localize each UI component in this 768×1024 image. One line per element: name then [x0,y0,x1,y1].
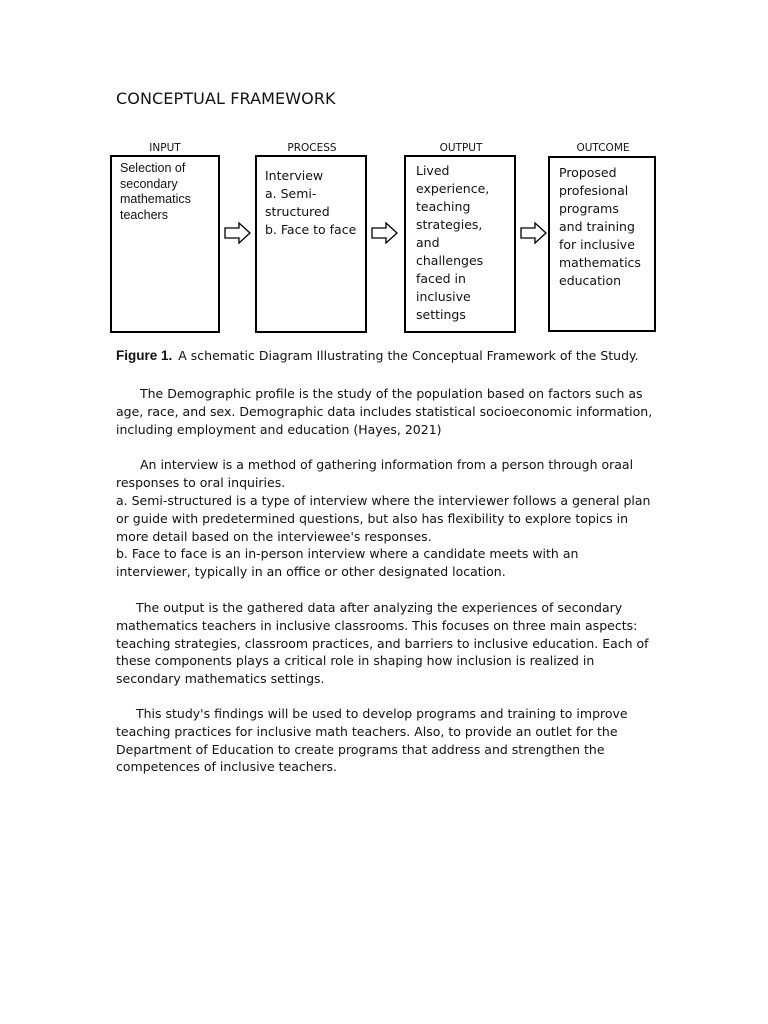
label-outcome: OUTCOME [576,142,630,154]
right-arrow-icon [371,221,399,245]
right-arrow-icon [520,221,548,245]
output-box [404,155,516,333]
process-box-text: Interview a. Semi- structured b. Face to face [265,168,357,237]
page-title: CONCEPTUAL FRAMEWORK [116,89,336,108]
paragraph-semi-structured: a. Semi-structured is a type of interview where the interviewer follows a general plan or guide with predetermined questions, but also has flexibility to explore topics in more detail based on the interviewee's responses. [116,493,651,544]
figure-label: Figure 1. [116,348,173,363]
paragraph-face-to-face: b. Face to face is an in-person interview where a candidate meets with an interviewer, typically in an office or other designated location. [116,546,579,579]
paragraph-output: The output is the gathered data after analyzing the experiences of secondary mathematics teachers in inclusive classrooms. This focuses on three main aspects: teaching strategies, classroom practices, and barriers to inclusive education. Each of these components plays a critical role in shaping how inclusion is realized in secondary mathematics settings. [116,600,649,687]
outcome-box-text: Proposed profesional programs and training for inclusive mathematics education [559,165,641,288]
input-box-text: Selection of secondary mathematics teachers [120,161,191,222]
label-process: PROCESS [287,142,337,154]
paragraph-interview-intro: An interview is a method of gathering information from a person through oraal responses to oral inquiries. [116,457,634,490]
paragraph-findings: This study's findings will be used to develop programs and training to improve teaching practices for inclusive math teachers. Also, to provide an outlet for the Department of Education to create programs that address and strengthen the competences of inclusive teachers. [116,706,628,775]
outcome-box [548,156,656,332]
figure-caption-text: A schematic Diagram Illustrating the Conceptual Framework of the Study. [178,348,639,363]
label-output: OUTPUT [439,142,483,154]
input-box [110,155,220,333]
right-arrow-icon [224,221,252,245]
paragraph-demographic: The Demographic profile is the study of the population based on factors such as age, race, and sex. Demographic data includes statistical socioeconomic information, including employment and education (Hayes, 2021) [116,386,653,437]
output-box-text: Lived experience, teaching strategies, and challenges faced in inclusive settings [416,163,490,322]
process-box [255,155,367,333]
label-input: INPUT [149,142,181,154]
figure-caption [116,348,676,363]
